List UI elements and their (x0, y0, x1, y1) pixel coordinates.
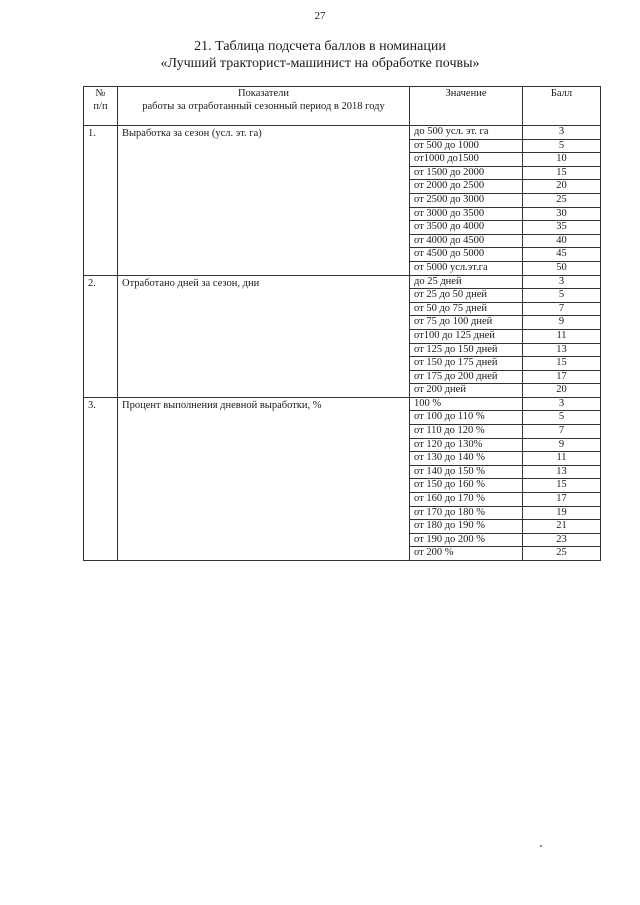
value-cell: от 150 до 175 дней (410, 357, 523, 371)
value-cell: от 100 до 110 % (410, 411, 523, 425)
value-cell: от 125 до 150 дней (410, 343, 523, 357)
section-number: 1. (84, 126, 118, 276)
value-cell: от1000 до1500 (410, 153, 523, 167)
value-cell: от 120 до 130% (410, 438, 523, 452)
value-cell: от 500 до 1000 (410, 139, 523, 153)
value-cell: от 75 до 100 дней (410, 316, 523, 330)
points-cell: 9 (523, 438, 601, 452)
value-cell: от 175 до 200 дней (410, 370, 523, 384)
table-row (84, 275, 601, 289)
value-cell: от 5000 усл.эт.га (410, 261, 523, 275)
table-row (84, 126, 601, 140)
points-cell: 20 (523, 180, 601, 194)
section-indicator: Отработано дней за сезон, дни (118, 275, 410, 397)
value-cell: от 2000 до 2500 (410, 180, 523, 194)
section-indicator: Процент выполнения дневной выработки, % (118, 397, 410, 560)
value-cell: от 150 до 160 % (410, 479, 523, 493)
value-cell: от 160 до 170 % (410, 493, 523, 507)
points-cell: 15 (523, 479, 601, 493)
header-number-symbol: № (95, 88, 106, 99)
points-cell: 5 (523, 289, 601, 303)
points-cell: 13 (523, 465, 601, 479)
header-points: Балл (523, 87, 601, 126)
points-cell: 7 (523, 302, 601, 316)
points-cell: 17 (523, 370, 601, 384)
value-cell: от100 до 125 дней (410, 329, 523, 343)
page-number: 27 (314, 10, 326, 22)
value-cell: от 25 до 50 дней (410, 289, 523, 303)
value-cell: от 4000 до 4500 (410, 234, 523, 248)
header-number-label: п/п (93, 101, 108, 112)
header-indicator-title: Показатели (237, 88, 290, 99)
value-cell: до 25 дней (410, 275, 523, 289)
value-cell: от 110 до 120 % (410, 425, 523, 439)
points-cell: 5 (523, 411, 601, 425)
value-cell: от 180 до 190 % (410, 520, 523, 534)
points-cell: 23 (523, 533, 601, 547)
value-cell: от 130 до 140 % (410, 452, 523, 466)
value-cell: 100 % (410, 397, 523, 411)
points-cell: 25 (523, 547, 601, 561)
value-cell: от 190 до 200 % (410, 533, 523, 547)
value-cell: от 50 до 75 дней (410, 302, 523, 316)
points-cell: 9 (523, 316, 601, 330)
value-cell: от 1500 до 2000 (410, 166, 523, 180)
points-cell: 25 (523, 193, 601, 207)
points-cell: 50 (523, 261, 601, 275)
scan-speck (540, 845, 542, 847)
points-cell: 3 (523, 275, 601, 289)
value-cell: от 200 % (410, 547, 523, 561)
points-cell: 15 (523, 166, 601, 180)
table-row (84, 397, 601, 411)
table-body (84, 126, 601, 561)
points-cell: 11 (523, 329, 601, 343)
value-cell: от 4500 до 5000 (410, 248, 523, 262)
points-cell: 13 (523, 343, 601, 357)
points-cell: 11 (523, 452, 601, 466)
points-cell: 10 (523, 153, 601, 167)
points-cell: 35 (523, 221, 601, 235)
section-number: 3. (84, 397, 118, 560)
table-header-row (84, 87, 601, 126)
value-cell: от 3000 до 3500 (410, 207, 523, 221)
points-cell: 21 (523, 520, 601, 534)
points-cell: 15 (523, 357, 601, 371)
points-cell: 5 (523, 139, 601, 153)
value-cell: от 3500 до 4000 (410, 221, 523, 235)
points-cell: 30 (523, 207, 601, 221)
points-cell: 20 (523, 384, 601, 398)
header-value: Значение (410, 87, 523, 126)
title-line-2: «Лучший тракторист-машинист на обработке почвы» (160, 56, 480, 71)
value-cell: от 140 до 150 % (410, 465, 523, 479)
points-cell: 7 (523, 425, 601, 439)
document-title (0, 38, 640, 72)
header-number (84, 87, 118, 126)
value-cell: от 2500 до 3000 (410, 193, 523, 207)
points-cell: 40 (523, 234, 601, 248)
section-number: 2. (84, 275, 118, 397)
points-cell: 3 (523, 397, 601, 411)
points-cell: 3 (523, 126, 601, 140)
value-cell: от 170 до 180 % (410, 506, 523, 520)
section-indicator: Выработка за сезон (усл. эт. га) (118, 126, 410, 276)
value-cell: от 200 дней (410, 384, 523, 398)
points-cell: 19 (523, 506, 601, 520)
points-cell: 17 (523, 493, 601, 507)
title-line-1: 21. Таблица подсчета баллов в номинации (194, 39, 446, 54)
value-cell: до 500 усл. эт. га (410, 126, 523, 140)
header-indicator-subtitle: работы за отработанный сезонный период в 2018 году (142, 101, 385, 112)
header-indicator (118, 87, 410, 126)
score-table (83, 86, 601, 561)
points-cell: 45 (523, 248, 601, 262)
